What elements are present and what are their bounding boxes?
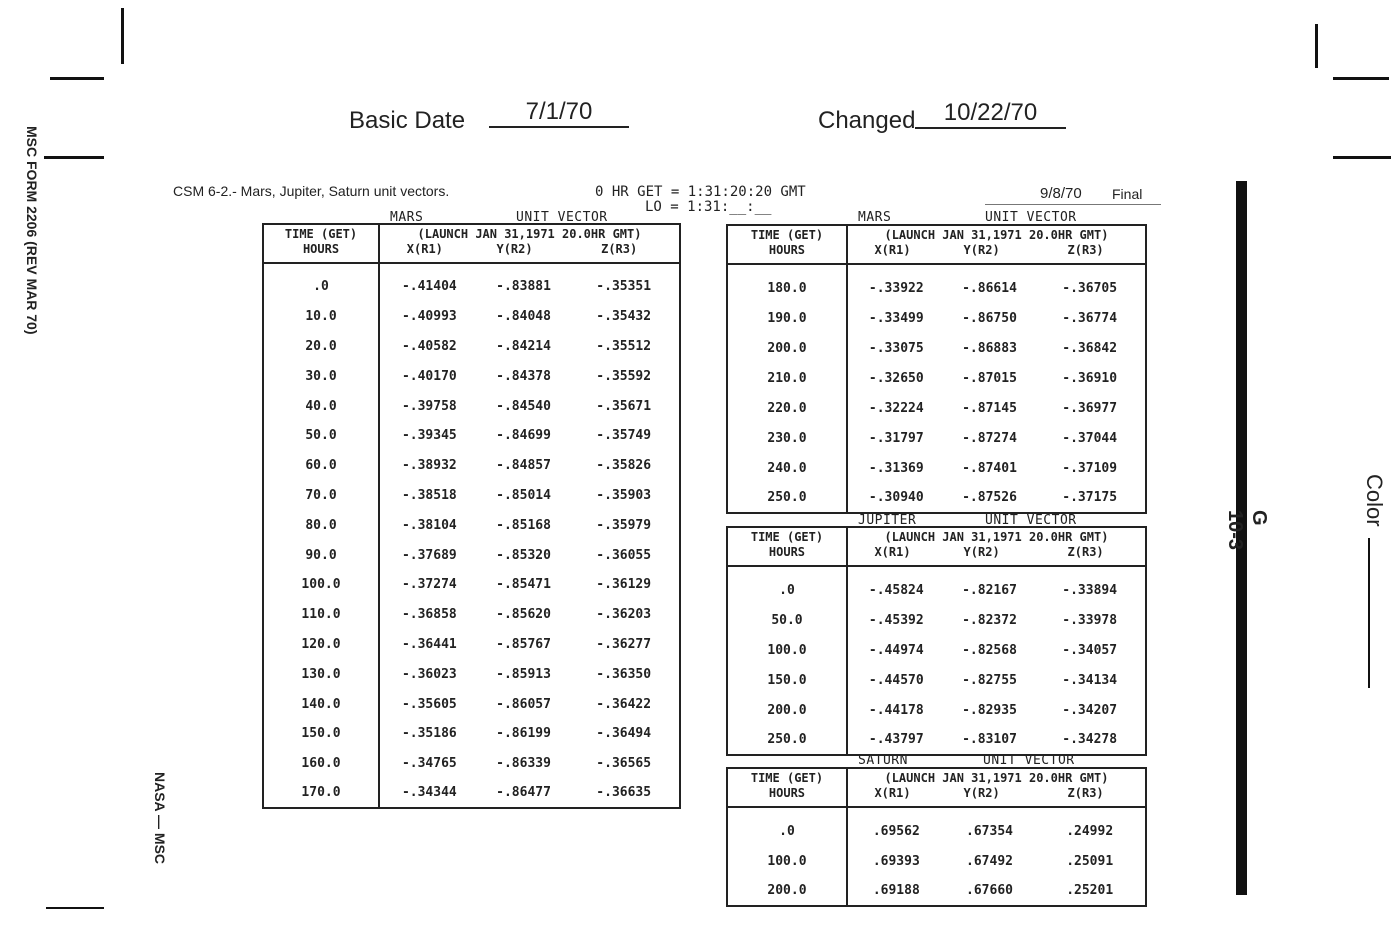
z-cell: -.36055 (596, 547, 652, 563)
table-row (263, 570, 680, 600)
z-cell: .24992 (1066, 823, 1114, 839)
spacer-row (727, 807, 1146, 816)
spacer-cell (727, 807, 847, 816)
z-header: Z(R3) (1067, 545, 1104, 559)
time-cell: 220.0 (727, 393, 847, 423)
table-row (263, 302, 680, 332)
table-title: CSM 6-2.- Mars, Jupiter, Saturn unit vectors. (173, 183, 450, 199)
z-cell: -.37044 (1062, 430, 1118, 446)
y-cell: -.84699 (496, 428, 551, 444)
date-final: 9/8/70 (1040, 185, 1082, 202)
saturn-label: UNIT VECTOR (983, 753, 1075, 768)
y-cell: -.86750 (962, 310, 1017, 326)
time-cell: 160.0 (263, 749, 379, 779)
x-header: X(R1) (874, 243, 911, 257)
x-header: X(R1) (874, 786, 911, 800)
jupiter-label: UNIT VECTOR (985, 513, 1077, 528)
time-cell: .0 (727, 575, 847, 605)
time-cell: 40.0 (263, 391, 379, 421)
table-row (263, 481, 680, 511)
basic-date-label: Basic Date (349, 107, 466, 134)
y-cell: -.85168 (496, 517, 551, 533)
x-cell: -.40582 (401, 338, 457, 354)
z-cell: .25091 (1066, 853, 1114, 869)
table-row (263, 749, 680, 779)
z-cell: -.35512 (596, 338, 652, 354)
y-cell: -.85620 (496, 607, 551, 623)
y-cell: -.84378 (496, 368, 551, 384)
time-cell: 50.0 (727, 605, 847, 635)
margin-mark (121, 8, 124, 64)
z-cell: -.36635 (596, 785, 652, 801)
header-row (727, 768, 1146, 807)
z-header: Z(R3) (601, 242, 638, 256)
jupiter-table (726, 526, 1147, 756)
time-cell: 140.0 (263, 689, 379, 719)
table-row (263, 272, 680, 302)
x-cell: .69562 (872, 823, 920, 839)
time-column-header (727, 225, 847, 264)
z-cell: -.36203 (596, 607, 652, 623)
x-cell: -.34344 (401, 785, 457, 801)
table-row (727, 816, 1146, 846)
vector-column-header (847, 527, 1146, 566)
z-cell: -.36910 (1062, 370, 1118, 386)
x-cell: -.33922 (868, 280, 924, 296)
time-header-line: TIME (GET) (284, 227, 358, 241)
x-cell: .69393 (872, 853, 920, 869)
component-headers (380, 242, 679, 257)
spacer-row (727, 264, 1146, 273)
color-line (1368, 538, 1370, 688)
z-cell: -.35903 (596, 487, 652, 503)
time-cell: 70.0 (263, 481, 379, 511)
time-cell: 60.0 (263, 451, 379, 481)
table-row (263, 719, 680, 749)
mars-right-table (726, 224, 1147, 514)
basic-date-value: 7/1/70 (489, 98, 629, 128)
table-row (727, 333, 1146, 363)
color-label: Color (1362, 474, 1387, 527)
time-column-header (727, 768, 847, 807)
vector-column-header (847, 768, 1146, 807)
x-header: X(R1) (874, 545, 911, 559)
x-cell: -.36441 (401, 636, 457, 652)
time-cell: 20.0 (263, 332, 379, 362)
table-row (263, 361, 680, 391)
launch-header-line: (LAUNCH JAN 31,1971 20.0HR GMT) (884, 771, 1109, 785)
y-cell: -.87145 (962, 400, 1017, 416)
caption-rule (985, 204, 1161, 205)
z-cell: -.36422 (596, 696, 652, 712)
z-cell: -.37109 (1062, 460, 1118, 476)
y-cell: -.87401 (962, 460, 1017, 476)
mars-right-label: UNIT VECTOR (985, 210, 1077, 225)
time-cell: 100.0 (263, 570, 379, 600)
page-number-value: 10-3 (1224, 510, 1246, 551)
y-cell: -.84857 (496, 458, 551, 474)
table-row (727, 605, 1146, 635)
time-cell: 190.0 (727, 303, 847, 333)
time-cell: 80.0 (263, 510, 379, 540)
z-cell: -.33894 (1062, 582, 1118, 598)
table-row (727, 303, 1146, 333)
table-row (727, 725, 1146, 755)
page-section: G (1248, 510, 1270, 526)
x-cell: -.43797 (868, 732, 924, 747)
z-cell: -.35592 (596, 368, 652, 384)
time-cell: 50.0 (263, 421, 379, 451)
y-cell: -.85471 (496, 577, 551, 593)
time-cell: 230.0 (727, 423, 847, 453)
table-row (263, 510, 680, 540)
x-cell: -.39758 (401, 398, 457, 414)
z-cell: -.35351 (596, 279, 652, 295)
time-cell: .0 (727, 816, 847, 846)
z-header: Z(R3) (1067, 786, 1104, 800)
y-cell: -.85913 (496, 666, 551, 682)
x-cell: -.40170 (401, 368, 457, 384)
z-cell: -.36565 (596, 756, 652, 772)
header-row (263, 224, 680, 263)
time-column-header (727, 527, 847, 566)
spacer-row (727, 566, 1146, 575)
y-cell: -.87526 (962, 490, 1017, 505)
y-cell: -.86614 (962, 280, 1017, 296)
jupiter-planet: JUPITER (858, 513, 917, 528)
y-cell: -.87015 (962, 370, 1017, 386)
z-cell: -.34134 (1062, 672, 1118, 688)
spacer-row (263, 263, 680, 272)
z-cell: -.35979 (596, 517, 652, 533)
time-cell: 150.0 (727, 665, 847, 695)
x-cell: -.44570 (868, 672, 924, 688)
table-row (263, 630, 680, 660)
table-row (727, 635, 1146, 665)
z-cell: -.34207 (1062, 702, 1118, 718)
table-row (727, 575, 1146, 605)
table-row (263, 600, 680, 630)
margin-mark (1333, 156, 1391, 159)
x-cell: -.35605 (401, 696, 457, 712)
table-row (263, 779, 680, 809)
launch-header-line: (LAUNCH JAN 31,1971 20.0HR GMT) (417, 227, 642, 241)
x-cell: -.38932 (401, 458, 457, 474)
component-headers (848, 786, 1145, 801)
table-row (727, 483, 1146, 513)
changed-label: Changed (818, 107, 916, 134)
y-cell: -.82372 (962, 612, 1017, 628)
table-row (263, 391, 680, 421)
x-cell: -.39345 (401, 428, 457, 444)
time-cell: 100.0 (727, 635, 847, 665)
mars-left-table (262, 223, 681, 809)
time-cell: 120.0 (263, 630, 379, 660)
header-row (727, 527, 1146, 566)
x-cell: -.38104 (401, 517, 457, 533)
x-cell: -.45824 (868, 582, 924, 598)
saturn-planet: SATURN (858, 753, 908, 768)
margin-mark (50, 77, 104, 80)
z-cell: -.36350 (596, 666, 652, 682)
spacer-cell (847, 264, 1146, 273)
time-cell: .0 (263, 272, 379, 302)
y-cell: .67660 (966, 883, 1013, 898)
time-column-header (263, 224, 379, 263)
component-headers (848, 545, 1145, 560)
x-cell: -.30940 (868, 490, 924, 505)
y-cell: -.84048 (496, 309, 551, 325)
time-cell: 10.0 (263, 302, 379, 332)
saturn-table (726, 767, 1147, 907)
mars-right-planet: MARS (858, 210, 892, 225)
time-header-line: TIME (GET) (750, 771, 824, 785)
y-header: Y(R2) (496, 242, 533, 256)
z-cell: -.36774 (1062, 310, 1118, 326)
mars-left-planet: MARS (390, 210, 424, 225)
y-cell: -.82167 (962, 582, 1017, 598)
table-row (727, 453, 1146, 483)
x-cell: -.37274 (401, 577, 457, 593)
table-row (727, 363, 1146, 393)
x-cell: -.32224 (868, 400, 924, 416)
time-cell: 180.0 (727, 273, 847, 303)
y-header: Y(R2) (963, 786, 1000, 800)
y-cell: -.84214 (496, 338, 551, 354)
z-cell: -.35749 (596, 428, 652, 444)
spacer-cell (379, 263, 680, 272)
hours-header-line: HOURS (768, 243, 806, 257)
z-cell: -.36842 (1062, 340, 1118, 356)
z-cell: -.33978 (1062, 612, 1118, 628)
page-number (1223, 510, 1271, 550)
form-label: MSC FORM 2206 (REV MAR 70) (24, 126, 40, 335)
y-cell: -.83107 (962, 732, 1017, 747)
table-row (727, 876, 1146, 906)
z-header: Z(R3) (1067, 243, 1104, 257)
y-cell: -.82568 (962, 642, 1017, 658)
table-row (727, 846, 1146, 876)
header-row (727, 225, 1146, 264)
x-cell: -.40993 (401, 309, 457, 325)
time-header-line: TIME (GET) (750, 228, 824, 242)
y-header: Y(R2) (963, 243, 1000, 257)
time-cell: 150.0 (263, 719, 379, 749)
time-header-line: TIME (GET) (750, 530, 824, 544)
x-cell: -.41404 (401, 279, 457, 295)
y-cell: -.82935 (962, 702, 1017, 718)
lo-line: LO = 1:31:__:__ (645, 199, 772, 215)
z-cell: -.36705 (1062, 280, 1118, 296)
launch-header-line: (LAUNCH JAN 31,1971 20.0HR GMT) (884, 530, 1109, 544)
x-header: X(R1) (406, 242, 443, 256)
margin-mark (46, 907, 104, 909)
table-row (263, 659, 680, 689)
time-cell: 130.0 (263, 659, 379, 689)
vector-column-header (379, 224, 680, 263)
x-cell: -.31369 (868, 460, 924, 476)
component-headers (848, 243, 1145, 258)
y-cell: -.85014 (496, 487, 551, 503)
table-row (263, 332, 680, 362)
y-cell: -.86057 (496, 696, 551, 712)
nasa-label: NASA — MSC (152, 772, 168, 865)
hours-header-line: HOURS (768, 786, 806, 800)
vector-column-header (847, 225, 1146, 264)
x-cell: -.31797 (868, 430, 924, 446)
x-cell: -.33075 (868, 340, 924, 356)
table-row (263, 540, 680, 570)
changed-value: 10/22/70 (915, 99, 1066, 129)
spacer-cell (847, 566, 1146, 575)
x-cell: -.38518 (401, 487, 457, 503)
y-cell: -.85767 (496, 636, 551, 652)
y-cell: -.84540 (496, 398, 551, 414)
time-cell: 240.0 (727, 453, 847, 483)
table-row (263, 421, 680, 451)
spacer-cell (727, 264, 847, 273)
margin-mark (44, 156, 104, 159)
time-cell: 100.0 (727, 846, 847, 876)
y-cell: -.86199 (496, 726, 551, 742)
x-cell: -.34765 (401, 756, 457, 772)
y-cell: -.85320 (496, 547, 551, 563)
spacer-cell (847, 807, 1146, 816)
margin-mark (1315, 24, 1318, 68)
z-cell: -.36129 (596, 577, 652, 593)
table-row (727, 695, 1146, 725)
x-cell: -.35186 (401, 726, 457, 742)
spacer-cell (263, 263, 379, 272)
z-cell: -.37175 (1062, 490, 1118, 505)
final-label: Final (1112, 186, 1143, 202)
time-cell: 200.0 (727, 876, 847, 906)
x-cell: -.36023 (401, 666, 457, 682)
table-row (727, 665, 1146, 695)
table-row (263, 451, 680, 481)
x-cell: -.44974 (868, 642, 924, 658)
y-cell: .67492 (966, 853, 1013, 869)
x-cell: -.32650 (868, 370, 924, 386)
table-row (727, 393, 1146, 423)
time-cell: 250.0 (727, 725, 847, 755)
z-cell: -.34057 (1062, 642, 1118, 658)
table-row (263, 689, 680, 719)
time-cell: 250.0 (727, 483, 847, 513)
x-cell: -.37689 (401, 547, 457, 563)
z-cell: -.36494 (596, 726, 652, 742)
time-cell: 170.0 (263, 779, 379, 809)
x-cell: -.33499 (868, 310, 924, 326)
z-cell: -.35826 (596, 458, 652, 474)
time-cell: 110.0 (263, 600, 379, 630)
x-cell: -.45392 (868, 612, 924, 628)
hours-header-line: HOURS (302, 242, 340, 256)
y-cell: -.86883 (962, 340, 1017, 356)
margin-mark (1333, 77, 1389, 80)
x-cell: -.44178 (868, 702, 924, 718)
y-cell: .67354 (966, 823, 1013, 839)
launch-header-line: (LAUNCH JAN 31,1971 20.0HR GMT) (884, 228, 1109, 242)
y-cell: -.86477 (496, 785, 551, 801)
time-cell: 210.0 (727, 363, 847, 393)
y-cell: -.86339 (496, 756, 551, 772)
y-cell: -.87274 (962, 430, 1017, 446)
y-cell: -.83881 (496, 279, 551, 295)
z-cell: -.35432 (596, 309, 652, 325)
time-cell: 200.0 (727, 333, 847, 363)
table-row (727, 273, 1146, 303)
table-row (727, 423, 1146, 453)
z-cell: -.35671 (596, 398, 652, 414)
z-cell: -.36977 (1062, 400, 1118, 416)
x-cell: -.36858 (401, 607, 457, 623)
mars-left-label: UNIT VECTOR (516, 210, 608, 225)
z-cell: .25201 (1066, 883, 1114, 898)
x-cell: .69188 (872, 883, 920, 898)
y-cell: -.82755 (962, 672, 1017, 688)
time-cell: 200.0 (727, 695, 847, 725)
z-cell: -.36277 (596, 636, 652, 652)
z-cell: -.34278 (1062, 732, 1118, 747)
y-header: Y(R2) (963, 545, 1000, 559)
get-line: 0 HR GET = 1:31:20:20 GMT (595, 184, 806, 200)
time-cell: 90.0 (263, 540, 379, 570)
time-cell: 30.0 (263, 361, 379, 391)
spacer-cell (727, 566, 847, 575)
hours-header-line: HOURS (768, 545, 806, 559)
